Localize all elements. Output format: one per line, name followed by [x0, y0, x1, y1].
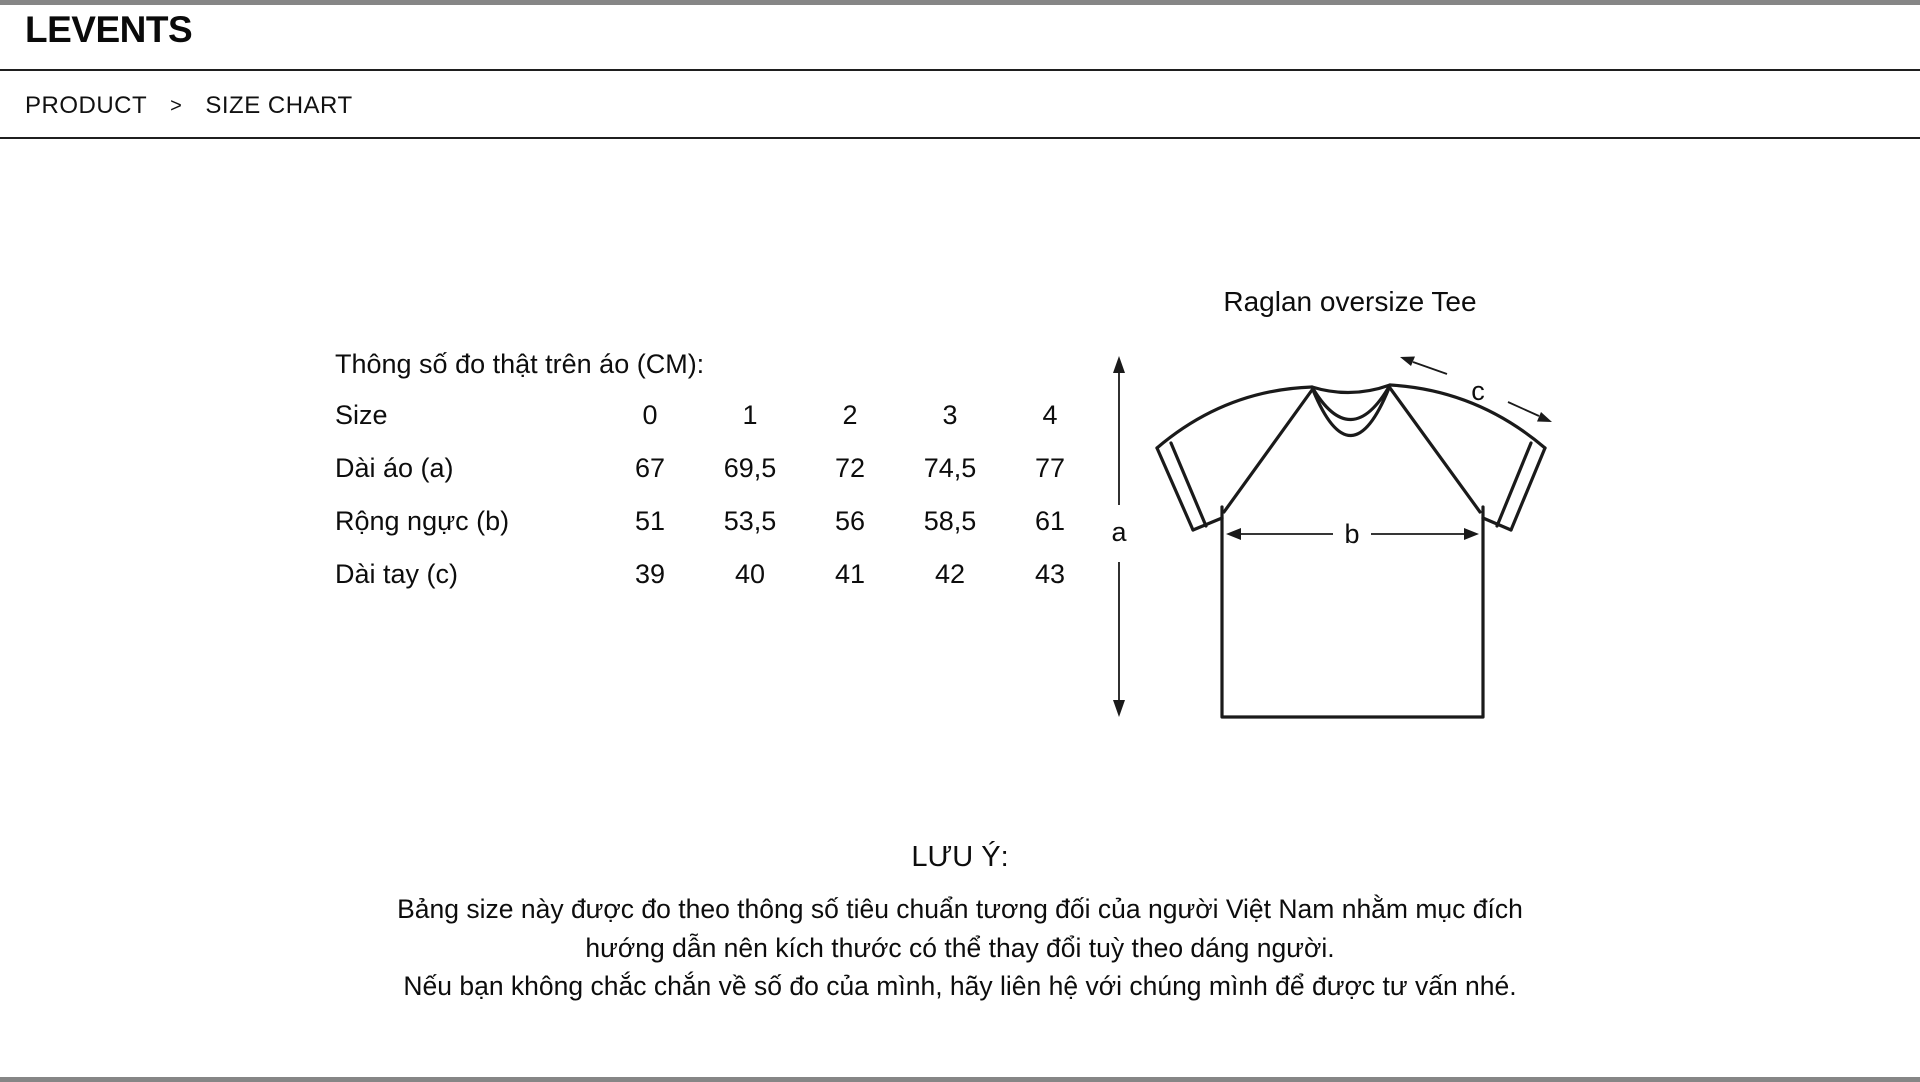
sleeve-val-0: 39 — [634, 559, 666, 589]
length-val-0: 67 — [634, 453, 666, 483]
note-line-1: Bảng size này được đo theo thông số tiêu chuẩn tương đối của người Việt Nam nhằm mục đích — [397, 894, 1523, 924]
label-c: c — [1471, 376, 1485, 406]
sleeve-val-2: 41 — [834, 559, 866, 589]
bottom-border-bar — [0, 1077, 1920, 1082]
tshirt-diagram — [1090, 250, 1590, 730]
chest-arrow — [1226, 519, 1479, 549]
size-col-0: 0 — [642, 400, 658, 430]
breadcrumb-size-chart: SIZE CHART — [205, 92, 353, 119]
breadcrumb — [25, 92, 353, 120]
top-border-bar — [0, 0, 1920, 5]
chest-val-3: 58,5 — [923, 506, 977, 536]
row-label-size: Size — [335, 400, 388, 430]
note-heading: LƯU Ý: — [911, 841, 1009, 873]
length-val-4: 77 — [1034, 453, 1066, 483]
breadcrumb-divider — [0, 137, 1920, 139]
size-col-1: 1 — [742, 400, 758, 430]
size-col-2: 2 — [842, 400, 858, 430]
note-body — [0, 890, 1920, 1006]
diagram-title: Raglan oversize Tee — [1223, 286, 1477, 317]
size-chart-intro: Thông số đo thật trên áo (CM): — [335, 349, 705, 379]
chest-val-0: 51 — [634, 506, 666, 536]
sleeve-val-3: 42 — [934, 559, 966, 589]
length-val-2: 72 — [834, 453, 866, 483]
label-b: b — [1344, 519, 1360, 549]
length-val-1: 69,5 — [723, 453, 777, 483]
chest-val-4: 61 — [1034, 506, 1066, 536]
brand-logo[interactable]: LEVENTS — [25, 9, 193, 50]
header-divider — [0, 69, 1920, 71]
breadcrumb-product[interactable]: PRODUCT — [25, 92, 148, 119]
row-label-sleeve: Dài tay (c) — [335, 559, 459, 589]
chest-val-2: 56 — [834, 506, 866, 536]
chest-val-1: 53,5 — [723, 506, 777, 536]
note-line-2: hướng dẫn nên kích thước có thể thay đổi tuỳ theo dáng người. — [585, 932, 1335, 963]
note-line-3: Nếu bạn không chắc chắn về số đo của mình, hãy liên hệ với chúng mình để được tư vấn nhé. — [403, 971, 1517, 1001]
size-col-3: 3 — [942, 400, 958, 430]
length-arrow — [1111, 356, 1127, 717]
size-col-4: 4 — [1042, 400, 1058, 430]
size-chart-table — [335, 400, 1100, 612]
row-label-chest: Rộng ngực (b) — [335, 506, 510, 536]
row-label-length: Dài áo (a) — [335, 453, 454, 483]
tshirt-outline — [1157, 385, 1545, 717]
sleeve-val-4: 43 — [1034, 559, 1066, 589]
length-val-3: 74,5 — [923, 453, 977, 483]
sleeve-val-1: 40 — [734, 559, 766, 589]
label-a: a — [1111, 517, 1127, 547]
breadcrumb-separator-icon: > — [170, 94, 183, 117]
